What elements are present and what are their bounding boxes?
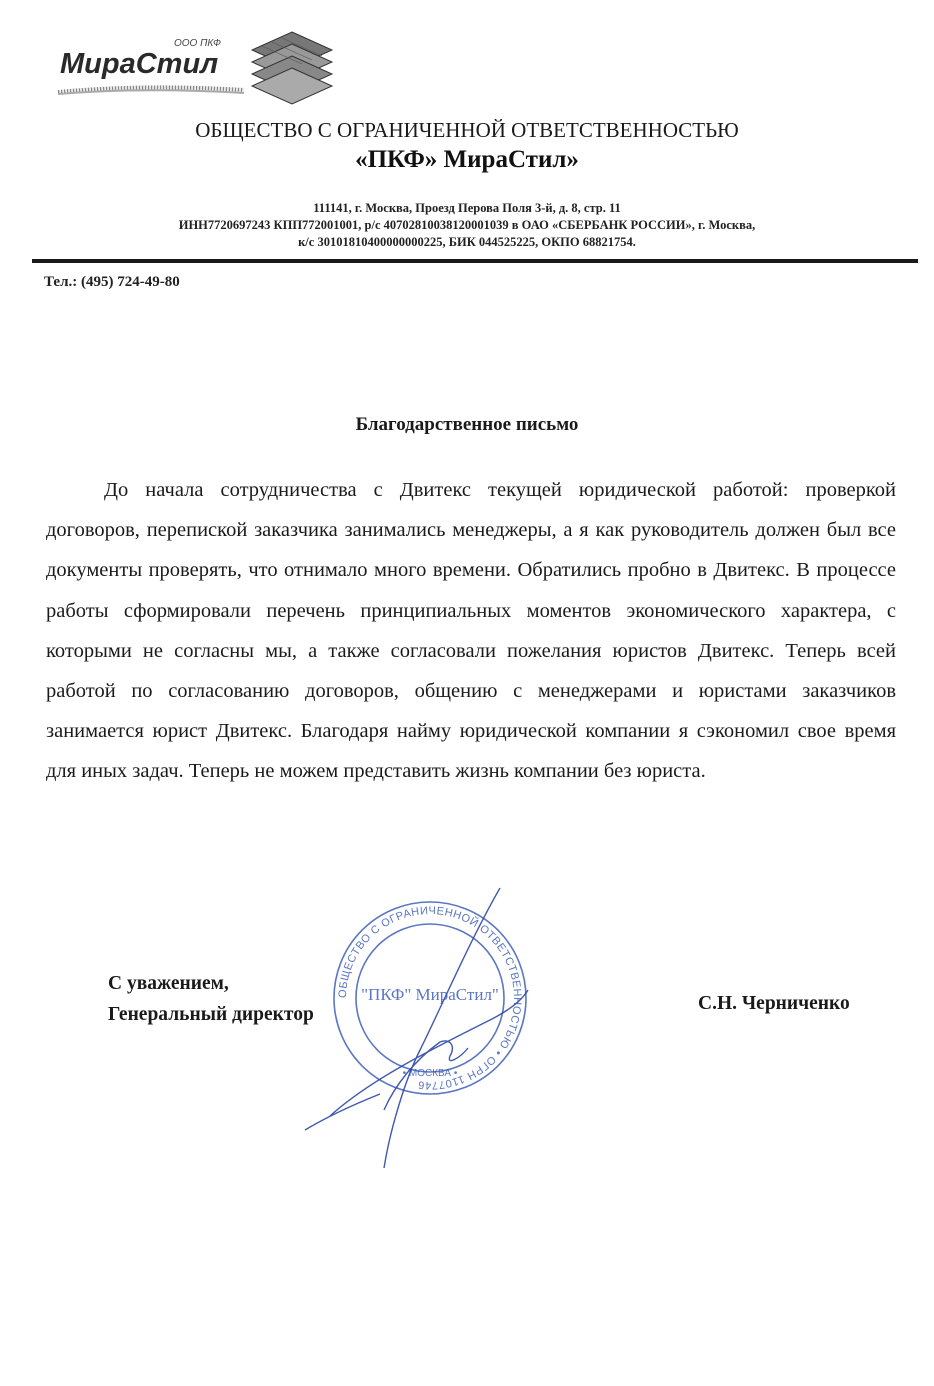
company-stamp xyxy=(300,880,560,1180)
address-line: 111141, г. Москва, Проезд Перова Поля 3-й, д. 8, стр. 11 xyxy=(313,201,621,215)
closing-regards: С уважением, xyxy=(108,973,229,994)
bank-details-line: ИНН7720697243 КПП772001001, р/с 40702810038120001039 в ОАО «СБЕРБАНК РОССИИ», г. Москва, xyxy=(178,218,756,232)
letter-body: До начала сотрудничества с Двитекс текущей юридической работой: проверкой договоров, перепиской заказчика занимались менеджеры, а я как руководитель должен был все документы проверять, что отнимало много времени. Обратились пробно в Двитекс. В процессе работы сформировали перечень принципиальных моментов экономического характера, с которыми не согласны мы, а также согласовали пожелания юристов Двитекс. Теперь всей работой по согласованию договоров, общению с менеджерами и юристами заказчиков занимается юрист Двитекс. Благодаря найму юридической компании я сэкономил свое время для иных задач. Теперь не можем представить жизнь компании без юриста. xyxy=(46,479,896,783)
signer-name: С.Н. Черниченко xyxy=(698,993,850,1014)
stamp-ring-text: ОБЩЕСТВО С ОГРАНИЧЕННОЙ ОТВЕТСТВЕННОСТЬЮ • ОГРН 1107746 xyxy=(336,904,524,1092)
stamp-center-text: "ПКФ" МираСтил" xyxy=(361,985,499,1004)
closing-position: Генеральный директор xyxy=(108,1004,314,1025)
company-logo xyxy=(56,30,346,110)
logo-swoosh-icon xyxy=(56,82,246,96)
stamp-bottom-text: • МОСКВА • xyxy=(402,1068,458,1079)
header-divider xyxy=(32,259,918,263)
org-name: ОБЩЕСТВО С ОГРАНИЧЕННОЙ ОТВЕТСТВЕННОСТЬЮ xyxy=(195,118,739,142)
logo-small-text: ООО ПКФ xyxy=(174,38,221,49)
org-brand: «ПКФ» МираСтил» xyxy=(355,146,579,173)
bank-details-line-2: к/с 30101810400000000225, БИК 044525225, ОКПО 68821754. xyxy=(298,235,636,249)
logo-cube-icon xyxy=(248,30,336,106)
phone-number: Тел.: (495) 724-49-80 xyxy=(44,274,180,290)
logo-brand-text: МираСтил xyxy=(60,48,219,80)
letter-title: Благодарственное письмо xyxy=(355,414,579,435)
closing-block xyxy=(108,968,314,1030)
